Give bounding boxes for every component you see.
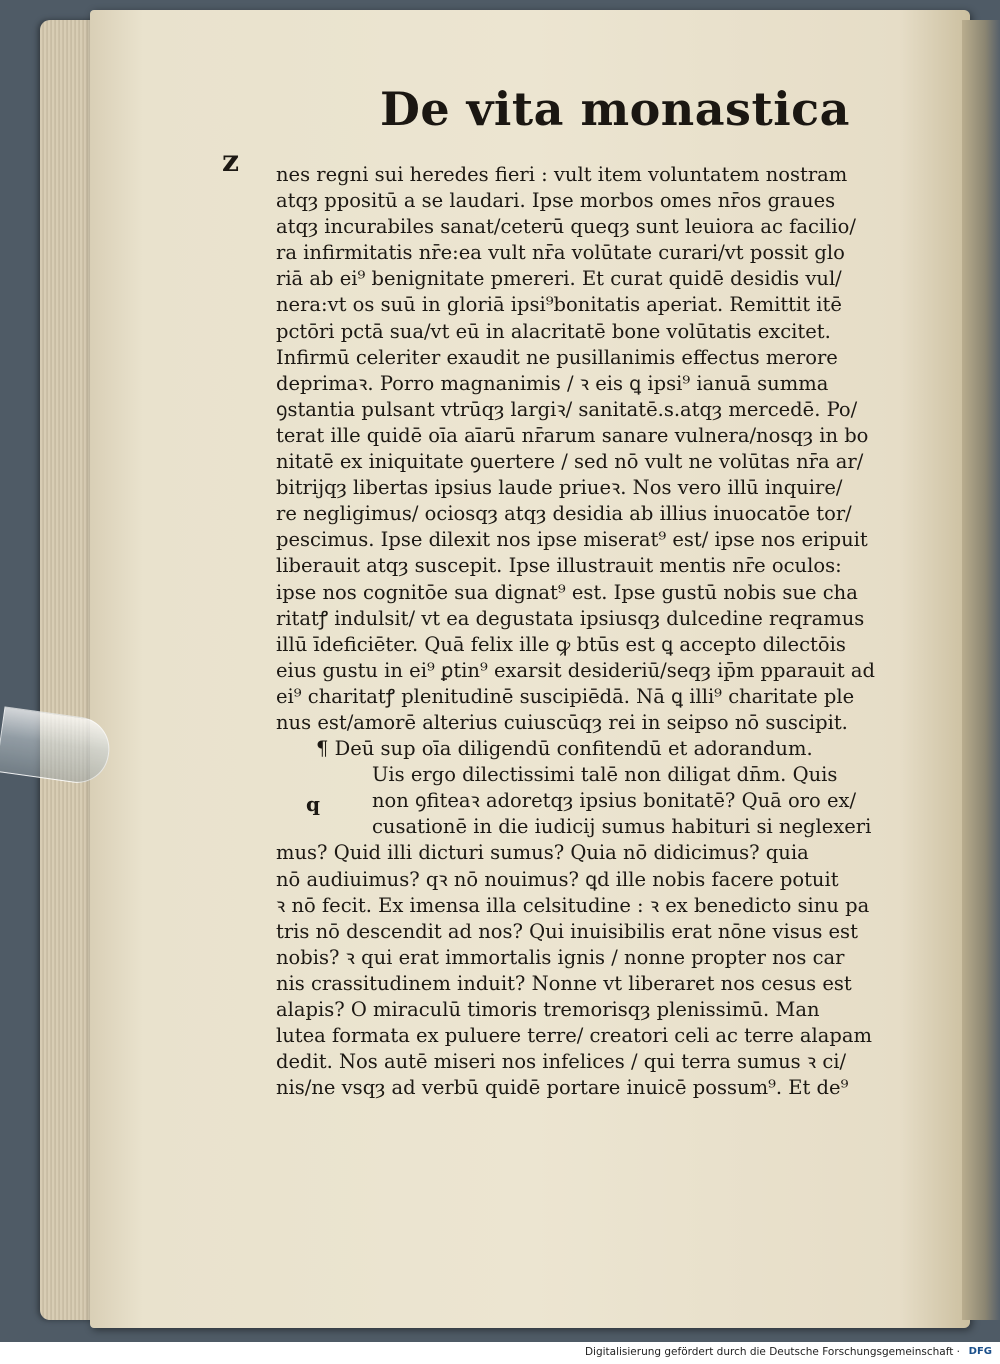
- text-line: mus? Quid illi dicturi sumus? Quia nō didicimus? quia: [276, 841, 809, 865]
- text-line: alapis? O miraculū timoris tremorisqȝ plenissimū. Man: [276, 998, 820, 1021]
- text-line: atqȝ incurabiles sanat/ceterū queqȝ sunt leuiora ac facilio/: [276, 215, 856, 239]
- page-gutter-shadow: [962, 20, 1000, 1320]
- running-title: De vita monastica: [380, 82, 850, 136]
- initial-letter: q: [306, 792, 320, 816]
- footer-bar: [0, 1342, 1000, 1364]
- text-line: tris nō descendit ad nos? Qui inuisibilis erat nōne visus est: [276, 919, 858, 943]
- text-line: Infirmū celeriter exaudit ne pusillanimis effectus merore: [276, 345, 838, 369]
- text-line: nobis? ꝛ qui erat immortalis ignis / nonne propter nos car: [276, 945, 845, 969]
- text-line: bitrijqȝ libertas ipsius laude priueꝛ. Nos vero illū inquire/: [276, 476, 843, 500]
- footer-credit: Digitalisierung gefördert durch die Deutsche Forschungsgemeinschaft ·: [584, 1346, 960, 1358]
- text-line: nis/ne vsqȝ ad verbū quidē portare inuicē possum⁹. Et de⁹: [276, 1076, 849, 1100]
- text-line: ꝛ nō fecit. Ex imensa illa celsitudine : ꝛ ex benedicto sinu pa: [276, 893, 870, 917]
- text-line: re negligimus/ ociosqȝ atqȝ desidia ab illius inuocatōe tor/: [276, 502, 852, 526]
- text-line: illū īdeficiēter. Quā felix ille ꝙ btūs est ꝗ accepto dilectōis: [276, 632, 846, 656]
- text-line: terat ille quidē oīa aīarū nr̄arum sanare vulnera/nosqȝ in bo: [276, 423, 869, 447]
- text-line: cusationē in die iudicij sumus habituri si neglexeri: [372, 815, 872, 839]
- text-line: nitatē ex iniquitate ꝯuertere / sed nō vult ne volūtas nr̄a ar/: [276, 450, 864, 474]
- text-line: ritatꝭ indulsit/ vt ea degustata ipsiusqȝ dulcedine reqramus: [276, 606, 865, 630]
- text-line: ꝯstantia pulsant vtrūqȝ largiꝛ/ sanitatē.s.atqȝ mercedē. Po/: [276, 397, 858, 421]
- text-line: atqȝ ppositū a se laudari. Ipse morbos omes nr̄os graues: [276, 189, 836, 213]
- text-line: nus est/amorē alterius cuiuscūqȝ rei in seipso nō suscipit.: [276, 710, 848, 734]
- dfg-logo-icon: DFG: [968, 1346, 992, 1357]
- text-line: Uis ergo dilectissimi talē non diligat dn̄m. Quis: [372, 763, 838, 787]
- text-line: ei⁹ charitatꝭ plenitudinē suscipiēdā. Nā ꝗ illi⁹ charitate ple: [276, 684, 855, 708]
- text-line: pctōri pctā sua/vt eū in alacritatē bone volūtatis excitet.: [276, 319, 831, 343]
- text-line: eius gustu in ei⁹ ꝑtin⁹ exarsit desideriū/seqȝ ip̄m pparauit ad: [276, 658, 876, 682]
- text-line: deprimaꝛ. Porro magnanimis / ꝛ eis ꝗ ipsi⁹ ianuā summa: [276, 371, 829, 395]
- text-line: dedit. Nos autē miseri nos infelices / qui terra sumus ꝛ ci/: [276, 1050, 847, 1074]
- margin-mark: z: [222, 144, 240, 179]
- text-line: ipse nos cognitōe sua dignat⁹ est. Ipse gustū nobis sue cha: [276, 580, 858, 604]
- text-line: pescimus. Ipse dilexit nos ipse miserat⁹ est/ ipse nos eripuit: [276, 528, 868, 552]
- text-line: nera:vt os suū in gloriā ipsi⁹bonitatis aperiat. Remittit itē: [276, 293, 842, 317]
- text-line: riā ab ei⁹ benignitate pmereri. Et curat quidē desidis vul/: [276, 267, 842, 291]
- text-line: non ꝯfiteaꝛ adoretqȝ ipsius bonitatē? Quā oro ex/: [372, 789, 857, 813]
- text-line: lutea formata ex puluere terre/ creatori celi ac terre alapam: [276, 1024, 873, 1048]
- section-heading: ¶ Deū sup oīa diligendū confitendū et adorandum.: [316, 737, 813, 761]
- text-line: nō audiuimus? qꝛ nō nouimus? ꝗd ille nobis facere potuit: [276, 867, 839, 891]
- text-line: ra infirmitatis nr̄e:ea vult nr̄a volūtate curari/vt possit glo: [276, 241, 845, 265]
- text-line: liberauit atqȝ suscepit. Ipse illustrauit mentis nr̄e oculos:: [276, 554, 842, 578]
- text-line: nis crassitudinem induit? Nonne vt liberaret nos cesus est: [276, 971, 852, 995]
- text-line: nes regni sui heredes fieri : vult item voluntatem nostram: [276, 163, 848, 186]
- left-page-edges: [40, 20, 95, 1320]
- text-block: [276, 162, 886, 1101]
